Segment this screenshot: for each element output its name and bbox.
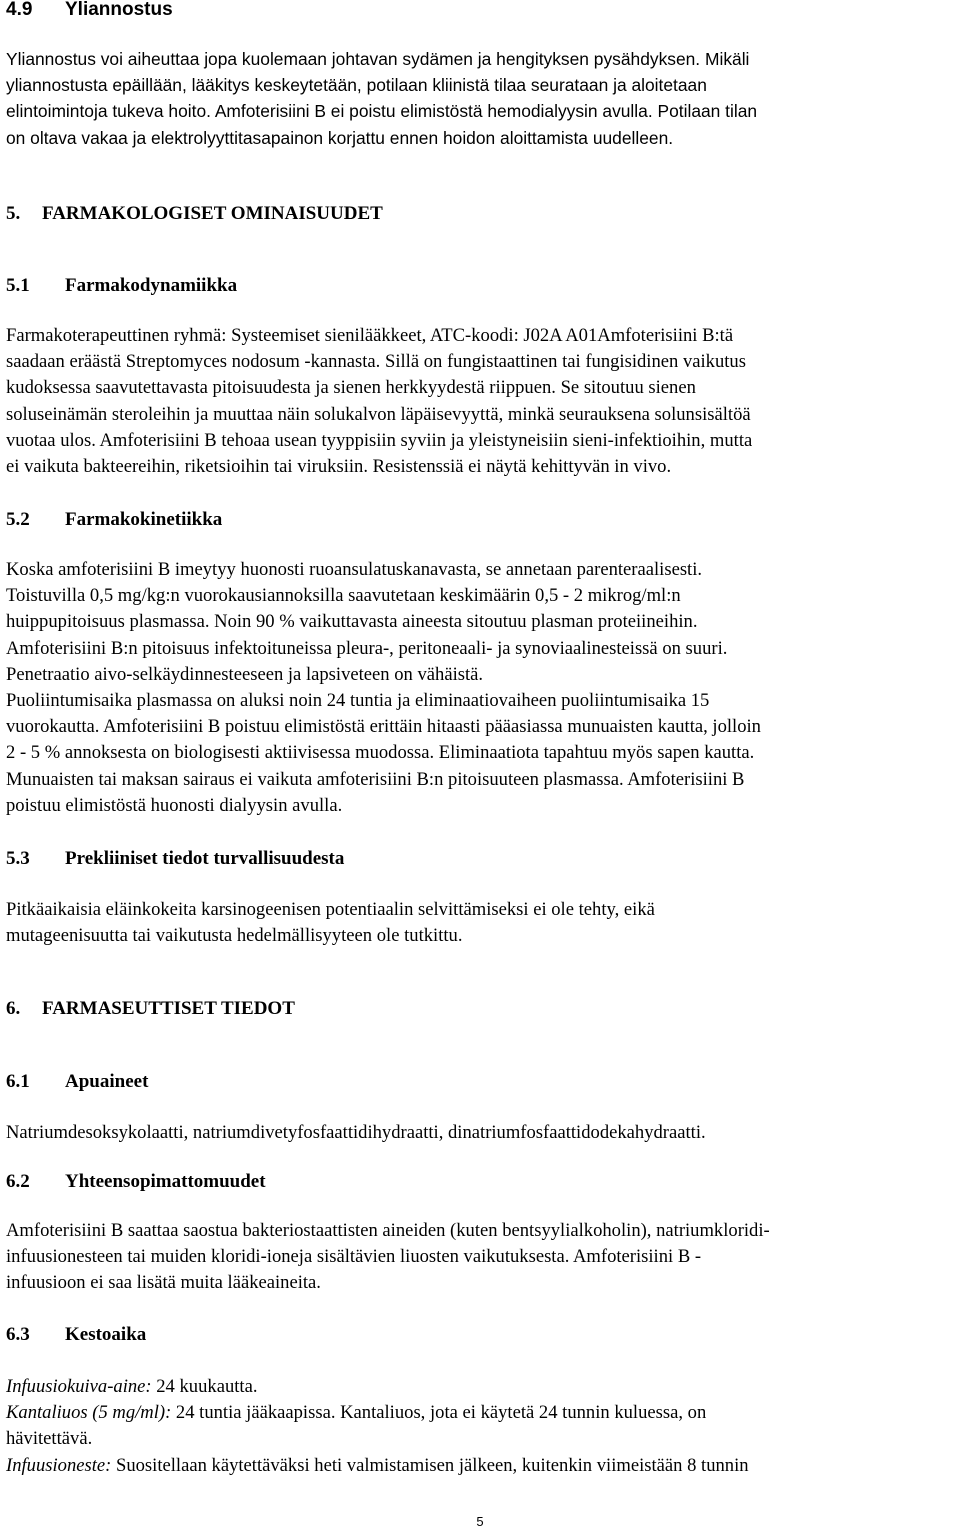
- section-number: 5.2: [6, 509, 30, 530]
- text-line: kudoksessa saavutettavasta pitoisuudesta ja sienen herkkyydestä riippuen. Se sitoutuu sienen: [6, 377, 696, 399]
- section-number: 5.1: [6, 275, 30, 296]
- text-line: Munuaisten tai maksan sairaus ei vaikuta amfoterisiini B:n pitoisuuteen plasmassa. Amfoterisiini B: [6, 768, 745, 790]
- text-line: elintoimintoja tukeva hoito. Amfoterisiini B ei poistu elimistöstä hemodialyysin avulla. Potilaan tilan: [6, 101, 758, 122]
- italic-label: Infuusiokuiva-aine:: [6, 1376, 152, 1397]
- text-line: yliannostusta epäillään, lääkitys keskeytetään, potilaan kliinistä tilaa seurataan ja aloitetaan: [6, 75, 707, 96]
- text-line: Koska amfoterisiini B imeytyy huonosti ruoansulatuskanavasta, se annetaan parenteraalisesti.: [6, 559, 703, 580]
- text-line: infuusionesteen tai muiden kloridi-ioneja sisältävien liuosten vaikutuksesta. Amfoterisiini B -: [6, 1246, 702, 1268]
- text-line: Pitkäaikaisia eläinkokeita karsinogeenisen potentiaalin selvittämiseksi ei ole tehty, eikä: [6, 899, 655, 920]
- section-heading-6-3: [6, 1322, 956, 1348]
- text-line: soluseinämän steroleihin ja muuttaa näin solukalvon läpäisevyyttä, minkä seurauksena solunsisältöä: [6, 403, 751, 425]
- section-title: Yliannostus: [65, 0, 173, 20]
- text-line: ei vaikuta bakteereihin, riketsioihin tai viruksiin. Resistenssiä ei näytä kehittyvän in vivo.: [6, 456, 672, 478]
- text-line: on oltava vakaa ja elektrolyyttitasapainon korjattu ennen hoidon aloittamista uudelleen.: [6, 127, 674, 148]
- text-line: Yliannostus voi aiheuttaa jopa kuolemaan johtavan sydämen ja hengityksen pysähdyksen. Mikäli: [6, 49, 750, 69]
- section-heading-6-2: [6, 1169, 956, 1195]
- section-number: 5.3: [6, 848, 30, 869]
- text-line: Natriumdesoksykolaatti, natriumdivetyfosfaattidihydraatti, dinatriumfosfaattidodekahydraatti.: [6, 1122, 706, 1143]
- text-line: [6, 1400, 956, 1426]
- section-title: Apuaineet: [65, 1071, 149, 1092]
- text-line: mutageenisuutta tai vaikutusta hedelmällisyyteen ole tutkittu.: [6, 925, 463, 947]
- section-heading-5-3: [6, 846, 956, 872]
- text-line: Puoliintumisaika plasmassa on aluksi noin 24 tuntia ja eliminaatiovaiheen puoliintumisaika 15: [6, 690, 710, 712]
- paragraph-farmakodynamiikka: [6, 323, 956, 480]
- text-line: Penetraatio aivo-selkäydinnesteeseen ja lapsiveteen on vähäistä.: [6, 663, 484, 685]
- section-number: 4.9: [6, 0, 33, 20]
- section-heading-5-1: [6, 273, 956, 299]
- paragraph-kestoaika: [6, 1374, 956, 1479]
- section-title: Kestoaika: [65, 1324, 147, 1345]
- italic-label: Infuusioneste:: [6, 1454, 112, 1476]
- text-line: vuotaa ulos. Amfoterisiini B tehoaa usean tyyppisiin syviin ja yleistyneisiin sieni-infektioihin, mutta: [6, 429, 753, 451]
- text-line: Farmakoterapeuttinen ryhmä: Systeemiset sienilääkkeet, ATC-koodi: J02A A01Amfoterisiini B:tä: [6, 325, 734, 346]
- paragraph-yliannostus: [6, 46, 956, 151]
- italic-label: Kantaliuos (5 mg/ml):: [6, 1402, 172, 1424]
- section-heading-6: [6, 996, 956, 1022]
- page-number: 5: [476, 1514, 484, 1529]
- text-line: poistuu elimistöstä huonosti dialyysin avulla.: [6, 794, 343, 816]
- text-line: huippupitoisuus plasmassa. Noin 90 % vaikuttavasta aineesta sitoutuu plasman proteiineihin.: [6, 611, 698, 633]
- text-line: 2 - 5 % annoksesta on biologisesti aktiivisessa muodossa. Eliminaatiota tapahtuu myös sapen kautta.: [6, 742, 755, 764]
- paragraph-yhteensopimattomuudet: [6, 1218, 956, 1297]
- section-title: Farmakodynamiikka: [65, 275, 238, 296]
- section-number: 6.: [6, 998, 21, 1019]
- text-line: saadaan eräästä Streptomyces nodosum -kannasta. Sillä on fungistaattinen tai fungisidinen vaikutus: [6, 351, 746, 373]
- section-title: Farmakokinetiikka: [65, 509, 223, 530]
- paragraph-prekliiniset: [6, 897, 956, 949]
- section-title: Prekliiniset tiedot turvallisuudesta: [65, 848, 345, 869]
- text-value: 24 kuukautta.: [151, 1376, 258, 1397]
- section-heading-6-1: [6, 1069, 956, 1095]
- section-heading-5-2: [6, 507, 956, 533]
- text-line: infuusioon ei saa lisätä muita lääkeaineita.: [6, 1272, 321, 1294]
- text-line: vuorokautta. Amfoterisiini B poistuu elimistöstä erittäin hitaasti pääasiassa munuaisten kautta, jolloin: [6, 716, 761, 738]
- section-number: 5.: [6, 203, 21, 224]
- section-number: 6.1: [6, 1071, 30, 1092]
- text-line: [6, 1453, 956, 1479]
- section-number: 6.3: [6, 1324, 30, 1345]
- text-line: Amfoterisiini B:n pitoisuus infektoituneissa pleura-, peritoneaali- ja synoviaalinesteissä on suuri.: [6, 637, 728, 659]
- text-line: Amfoterisiini B saattaa saostua bakteriostaattisten aineiden (kuten bentsyylialkoholin), natriumkloridi-: [6, 1220, 770, 1241]
- text-value: 24 tuntia jääkaapissa. Kantaliuos, jota ei käytetä 24 tunnin kuluessa, on: [171, 1402, 707, 1424]
- section-title: Yhteensopimattomuudet: [65, 1171, 266, 1192]
- paragraph-farmakokinetiikka: [6, 557, 956, 819]
- section-title: FARMAKOLOGISET OMINAISUUDET: [42, 203, 383, 224]
- text-line: [6, 1374, 956, 1400]
- paragraph-apuaineet: [6, 1120, 956, 1146]
- text-line: hävitettävä.: [6, 1428, 93, 1450]
- section-heading-4-9: [6, 0, 956, 23]
- text-value: Suositellaan käytettäväksi heti valmistamisen jälkeen, kuitenkin viimeistään 8 tunnin: [111, 1454, 749, 1476]
- section-heading-5: [6, 201, 956, 227]
- section-title: FARMASEUTTISET TIEDOT: [42, 998, 295, 1019]
- section-number: 6.2: [6, 1171, 30, 1192]
- text-line: Toistuvilla 0,5 mg/kg:n vuorokausiannoksilla saavutetaan keskimäärin 0,5 - 2 mikrog/ml:n: [6, 585, 681, 607]
